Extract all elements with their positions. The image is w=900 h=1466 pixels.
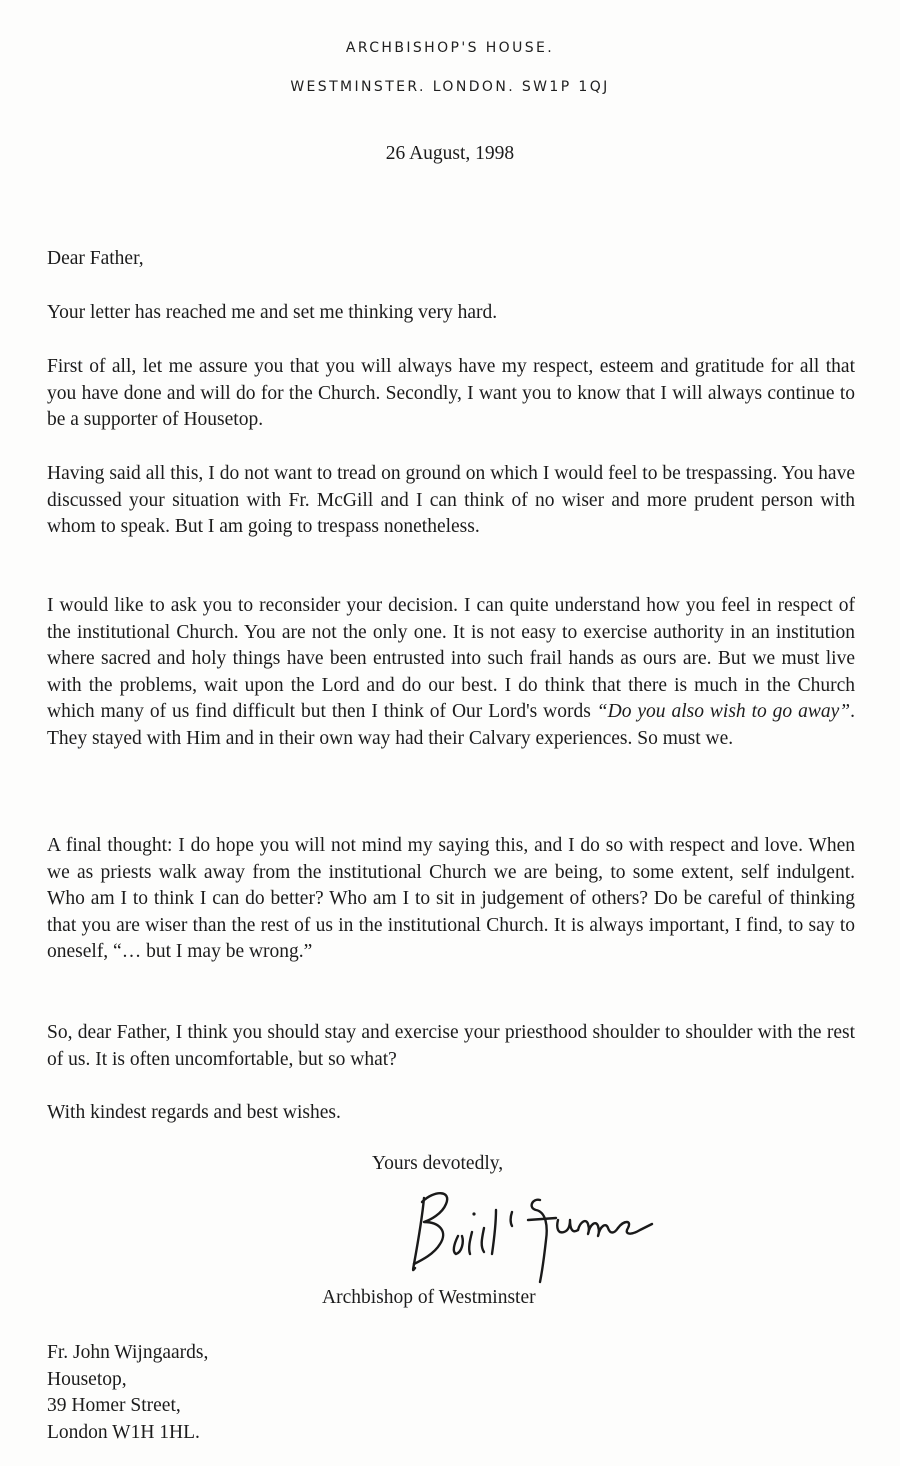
recipient-street: 39 Homer Street, [47,1395,181,1417]
recipient-city-postcode: London W1H 1HL. [47,1422,200,1444]
paragraph-4-text-before-quote: I would like to ask you to reconsider your decision. I can quite understand how you feel in respect of the institutional Church. You are not the only one. It is not easy to exercise authority in an institution where sacred and holy things have been entrusted into such frail hands as ours are. But we must live with the problems, wait upon the Lord and do our best. I do think that there is much in the Church which many of us find difficult but then I think of Our Lord's words [47,595,855,723]
paragraph-5: A final thought: I do hope you will not mind my saying this, and I do so with respect and love. When we as priests walk away from the institutional Church we are being, to some extent, self indulgent. Who am I to think I can do better? Who am I to sit in judgement of others? Do be careful of thinking that you are wiser than the rest of us in the institutional Church. It is always important, I find, to say to oneself, “… but I may be wrong.” [47,835,855,963]
paragraph-1: Your letter has reached me and set me thinking very hard. [47,302,498,323]
paragraph-4-text-after-quote: . They stayed with Him and in their own way had their Calvary experiences. So must we. [47,701,855,749]
paragraph-6: So, dear Father, I think you should stay and exercise your priesthood shoulder to shoulder with the rest of us. It is often uncomfortable, but so what? [47,1022,855,1070]
letterhead-line-2: WESTMINSTER. LONDON. SW1P 1QJ [290,79,610,95]
closing-line: With kindest regards and best wishes. [47,1102,341,1123]
letterhead-line-1: ARCHBISHOP'S HOUSE. [345,40,555,56]
paragraph-3: Having said all this, I do not want to tread on ground on which I would feel to be trespassing. You have discussed your situation with Fr. McGill and I can think of no wiser and more prudent person with whom to speak. But I am going to trespass nonetheless. [47,463,855,538]
signer-title: Archbishop of Westminster [322,1287,536,1308]
paragraph-4 [47,593,855,753]
handwritten-signature [400,1180,670,1290]
recipient-address [47,1340,208,1447]
recipient-organization: Housetop, [47,1368,127,1390]
signoff: Yours devotedly, [372,1153,504,1174]
paragraph-4-quote: “Do you also wish to go away” [596,701,851,723]
recipient-name: Fr. John Wijngaards, [47,1342,209,1363]
greeting: Dear Father, [47,248,144,269]
paragraph-2: First of all, let me assure you that you will always have my respect, esteem and gratitude for all that you have done and will do for the Church. Secondly, I want you to know that I will always continue to be a supporter of Housetop. [47,356,855,431]
letter-date: 26 August, 1998 [385,143,515,164]
